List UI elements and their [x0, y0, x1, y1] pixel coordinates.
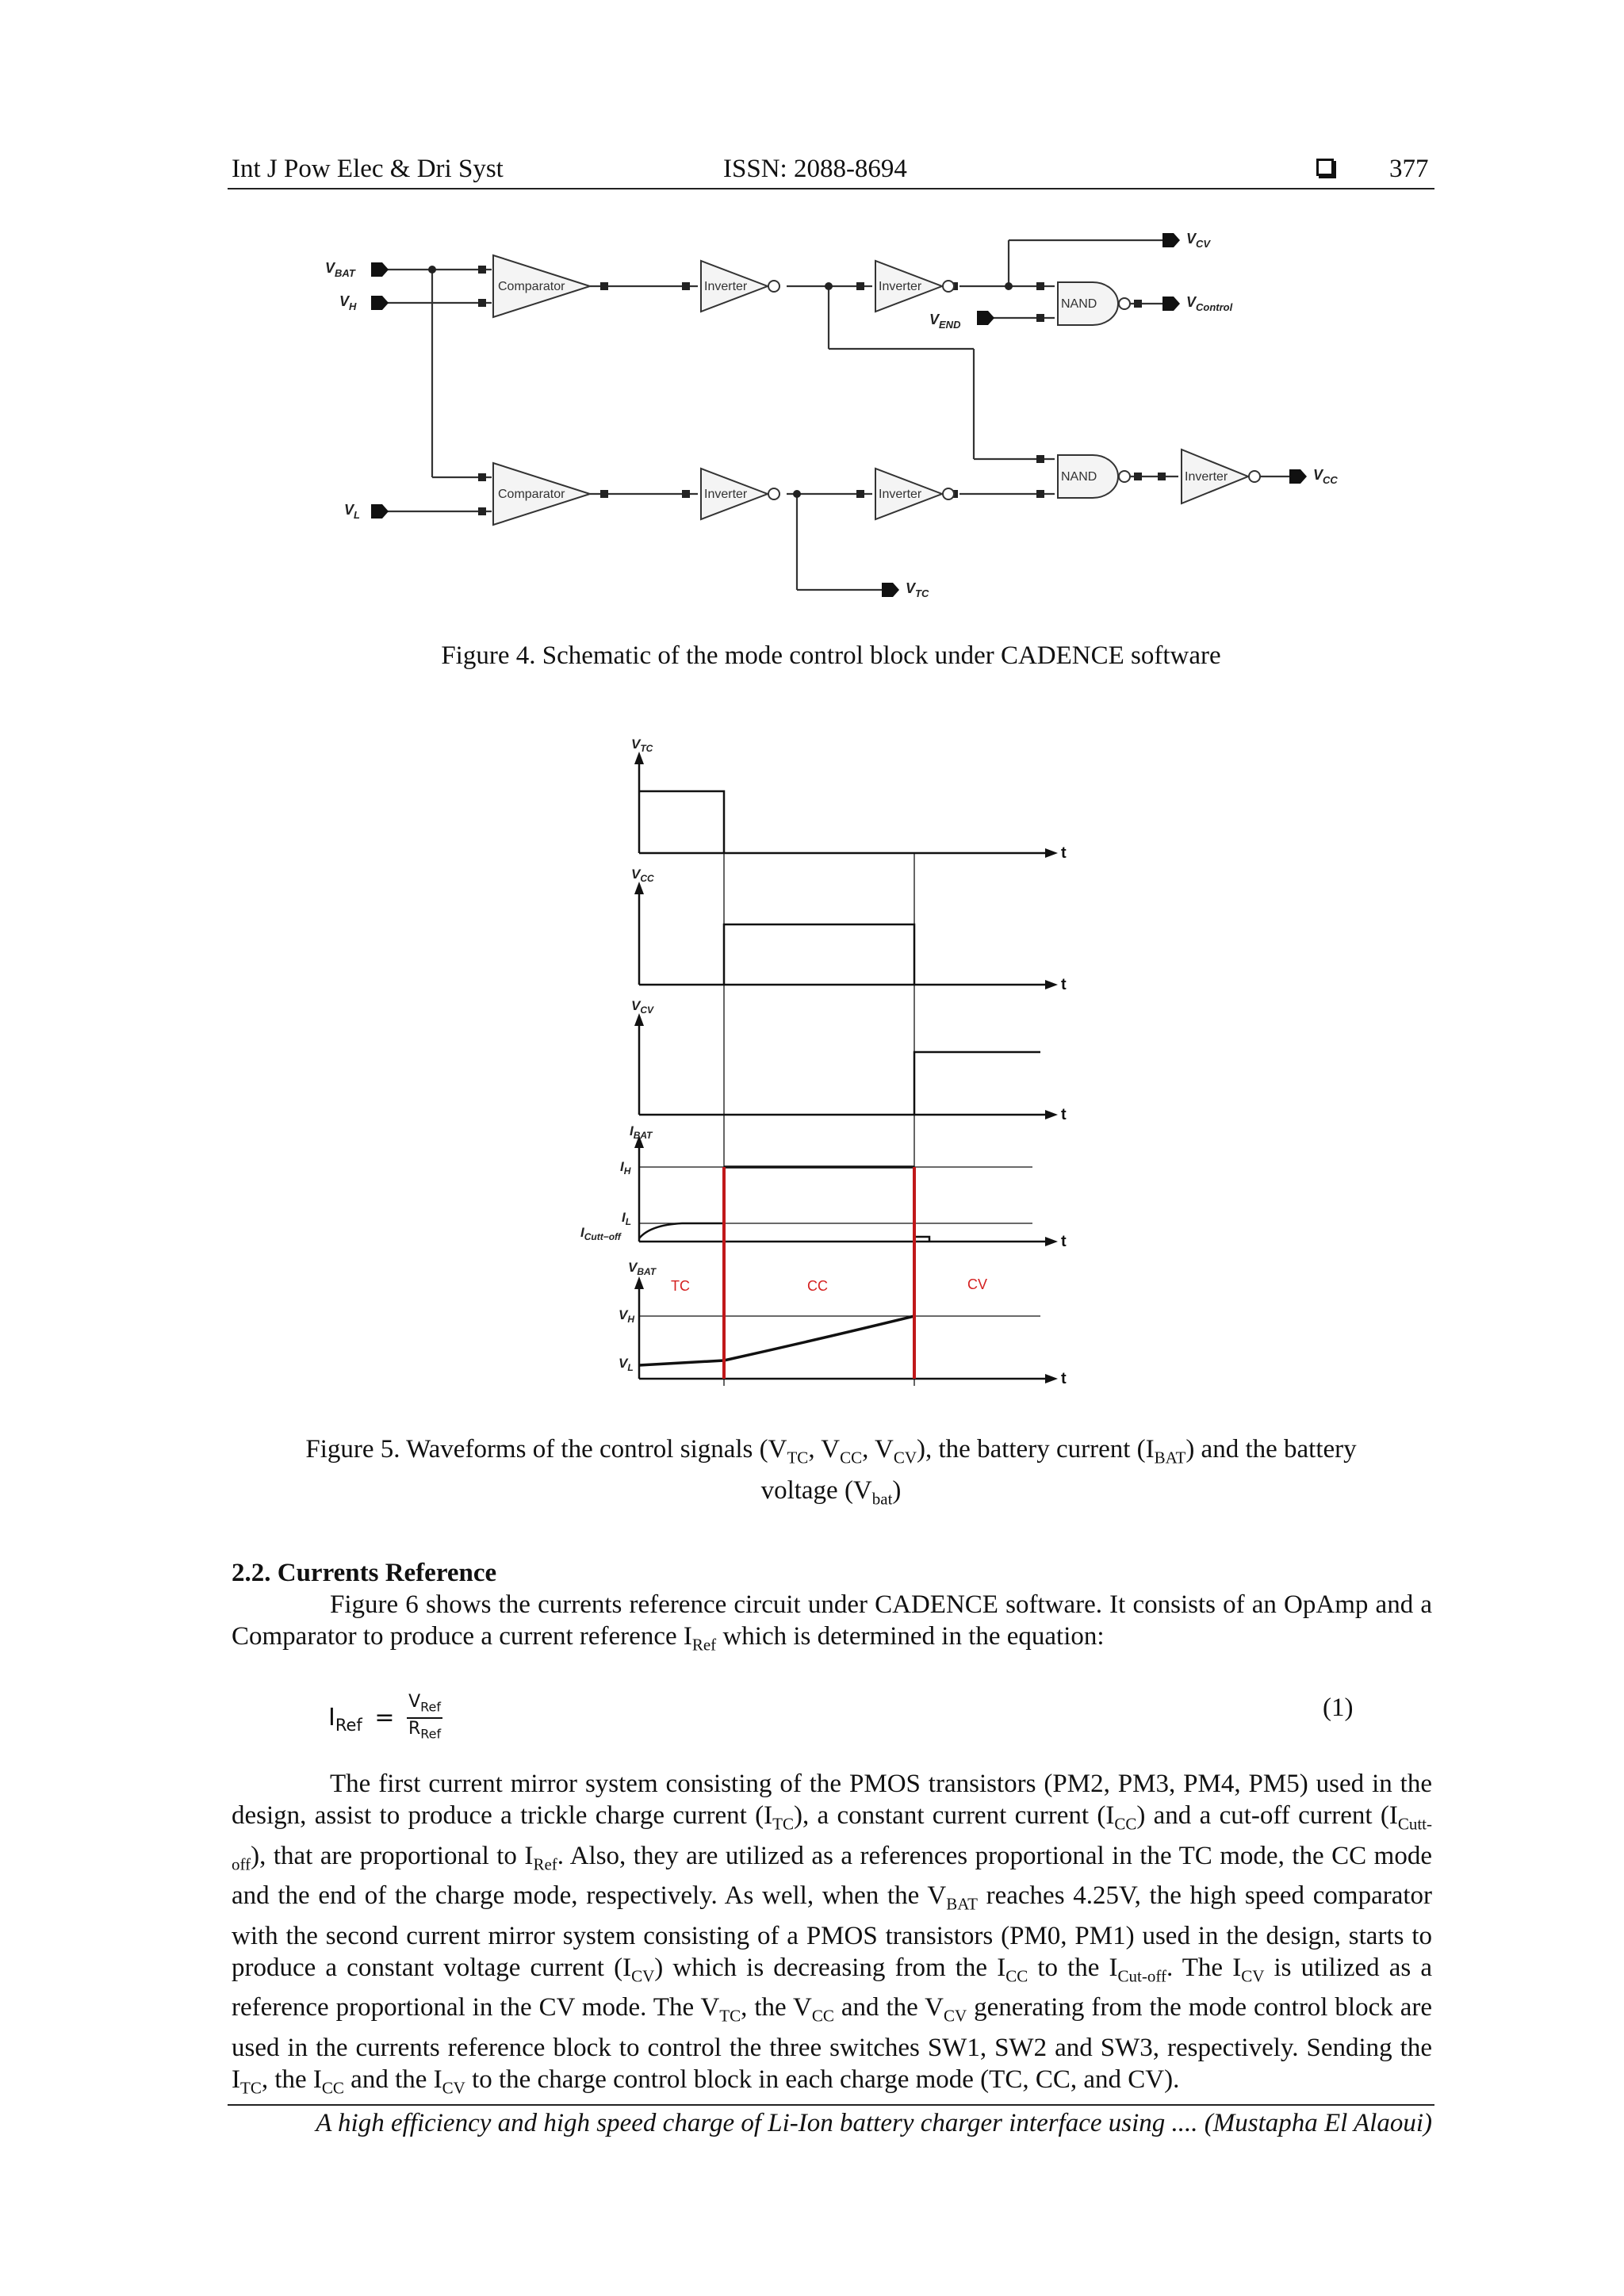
inverter-label-3: Inverter — [704, 488, 748, 501]
vl-axis-label: $V_L$ — [619, 1356, 634, 1373]
equation-number: (1) — [1323, 1693, 1354, 1722]
subscript-text: CV — [631, 1966, 655, 1986]
figure4-caption: Figure 4. Schematic of the mode control block under CADENCE software — [441, 641, 1221, 670]
subscript-text: CC — [321, 2078, 344, 2098]
subscript-text: Ref — [533, 1854, 557, 1874]
subscript-text: Cut-off — [1117, 1966, 1166, 1986]
comparator-label-bottom: Comparator — [498, 488, 565, 501]
vh-label: $V_H$ — [339, 293, 357, 312]
ih-axis-label: $I_H$ — [620, 1159, 631, 1177]
page-number: 377 — [1389, 155, 1429, 183]
section-paragraph-2 — [232, 1768, 1432, 2104]
paragraph-text: is utilized as a reference proportional in the CV mode. The V — [232, 1953, 1432, 2022]
footer-rule — [228, 2104, 1434, 2106]
figure5-caption: Figure 5. Waveforms of the control signals ($V_{TC}$, $V_{CC}$, $V_{CV}$), the battery current $(I_{BAT})$ and the battery voltage $(V_{bat})$ — [305, 1435, 1357, 1509]
paragraph-text: . The I — [1166, 1953, 1242, 1982]
mode-tc-label: TC — [671, 1278, 690, 1294]
vh-axis-label: $V_H$ — [619, 1307, 635, 1325]
inverter-label-2: Inverter — [879, 280, 922, 293]
t-label-1: t — [1061, 844, 1067, 862]
subscript-text: CV — [943, 2006, 967, 2026]
subscript-text: CC — [1114, 1814, 1137, 1834]
subscript-text: CC — [1005, 1966, 1028, 1986]
t-label-5: t — [1061, 1370, 1067, 1387]
paragraph-text: ), a constant current current (I — [793, 1801, 1115, 1830]
t-label-4: t — [1061, 1233, 1067, 1250]
nand-label-top: NAND — [1061, 297, 1097, 311]
subscript-text: TC — [240, 2078, 262, 2098]
vcv-axis-label: $V_{CV}$ — [631, 998, 654, 1016]
nand-label-bottom: NAND — [1061, 470, 1097, 484]
paragraph-text: ) which is decreasing from the I — [654, 1953, 1006, 1982]
section-heading: 2.2. Currents Reference — [232, 1559, 497, 1587]
paragraph-text: generating from the mode control block are used in the currents reference block to control the three switches SW1, SW2 and SW3, respectively. Sending the I — [232, 1993, 1432, 2094]
paragraph-text: ), that are proportional to I — [251, 1841, 534, 1870]
running-header-issn: ISSN: 2088-8694 — [723, 155, 907, 183]
inverter-label-4: Inverter — [879, 488, 922, 501]
mode-cv-label: CV — [967, 1276, 988, 1292]
inverter-label-5: Inverter — [1185, 470, 1228, 484]
paragraph-text: to the charge control block in each charge mode (TC, CC, and CV). — [465, 2064, 1180, 2094]
section-paragraph-1: Figure 6 shows the currents reference circuit under CADENCE software. It consists of an OpAmp and a Comparator to produce a current reference $I_{Ref}$ which is determined in the equation: — [232, 1590, 1432, 1655]
subscript-text: CV — [442, 2078, 465, 2098]
vl-label: $V_L$ — [344, 502, 360, 521]
paragraph-text: to the I — [1028, 1953, 1118, 1982]
vcontrol-label: $V_{Control}$ — [1186, 294, 1233, 313]
vcc-axis-label: $V_{CC}$ — [631, 867, 654, 884]
paragraph-text: and the V — [833, 1993, 944, 2022]
mode-boundary-lines — [724, 1167, 914, 1379]
subscript-text: TC — [719, 2006, 741, 2026]
paragraph-text: , the V — [741, 1993, 812, 2022]
running-header-journal: Int J Pow Elec & Dri Syst — [232, 155, 504, 183]
vend-label: $V_{END}$ — [929, 312, 961, 331]
subscript-text: TC — [772, 1814, 794, 1834]
equation-1: $I_{Ref}$ = $V_{Ref}$ $R_{Ref}$ — [328, 1692, 442, 1742]
vtc-label: $V_{TC}$ — [906, 580, 929, 599]
icut-axis-label: $I_{Cutt-off}$ — [580, 1225, 621, 1242]
t-label-2: t — [1061, 976, 1067, 993]
comparator-label-top: Comparator — [498, 280, 565, 293]
subscript-text: CC — [811, 2006, 834, 2026]
paragraph-text: ) and a cut-off current (I — [1136, 1801, 1398, 1830]
subscript-text: Cutt-off — [232, 1814, 1432, 1874]
subscript-text: CV — [1241, 1966, 1265, 1986]
vcc-label: $V_{CC}$ — [1313, 467, 1338, 486]
paragraph-text: , the I — [261, 2064, 322, 2094]
subscript-text: BAT — [946, 1894, 978, 1914]
mode-cc-label: CC — [807, 1278, 828, 1294]
vtc-axis-label: $V_{TC}$ — [631, 737, 653, 754]
il-axis-label: $I_L$ — [622, 1210, 632, 1227]
paragraph-text: The first current mirror system consisting of the PMOS transistors (PM2, PM3, PM4, PM5) used in the design, assist to produce a trickle charge current (I — [232, 1770, 1432, 1830]
paragraph-text: reaches 4.25V, the high speed comparator with the second current mirror system consisting of a PMOS transistors (PM0, PM1) used in the design, starts to produce a constant voltage current (I — [232, 1881, 1433, 1982]
inverter-label-1: Inverter — [704, 280, 748, 293]
paragraph-text: . Also, they are utilized as a references proportional in the TC mode, the CC mode and the end of the charge mode, respectively. As well, when the V — [232, 1841, 1432, 1911]
running-footer: A high efficiency and high speed charge of Li-Ion battery charger interface using .... (Mustapha El Alaoui) — [316, 2109, 1432, 2137]
vcv-label: $V_{CV}$ — [1186, 231, 1211, 250]
paragraph-text: and the I — [343, 2064, 442, 2094]
vbat-axis-label: $V_{BAT}$ — [628, 1260, 657, 1277]
t-label-3: t — [1061, 1106, 1067, 1123]
ibat-axis-label: $I_{BAT}$ — [630, 1123, 653, 1141]
vbat-label: $V_{BAT}$ — [325, 260, 355, 279]
